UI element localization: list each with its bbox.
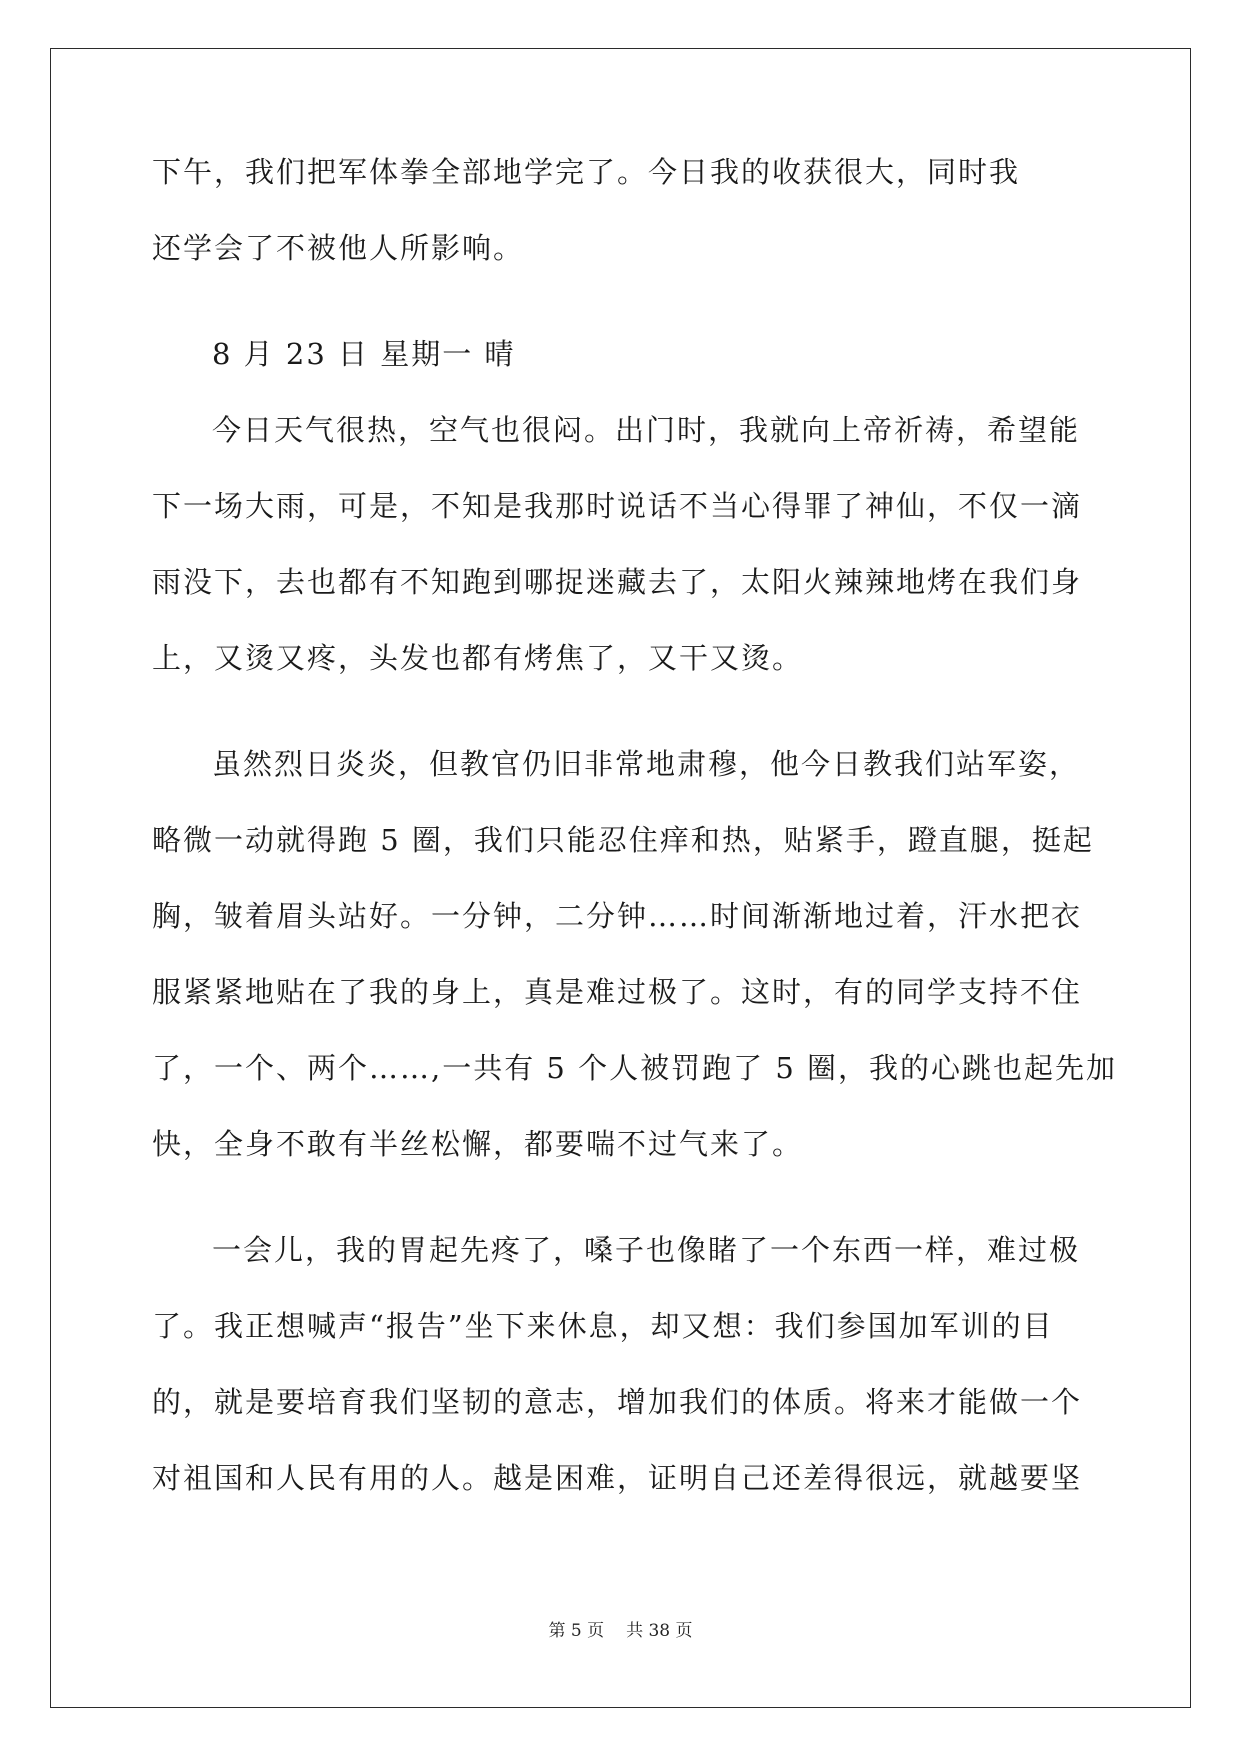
page-footer — [0, 1616, 1241, 1641]
body-line: 下午，我们把军体拳全部地学完了。今日我的收获很大，同时我 — [152, 155, 1021, 189]
body-line: 胸，皱着眉头站好。一分钟，二分钟……时间渐渐地过着，汗水把衣 — [152, 899, 1083, 933]
page-total: 共 38 页 — [626, 1621, 693, 1641]
body-line: 了。我正想喊声“报告”坐下来休息，却又想：我们参国加军训的目 — [152, 1309, 1054, 1343]
page-number: 第 5 页 — [548, 1621, 605, 1641]
body-line: 一会儿，我的胃起先疼了，嗓子也像睹了一个东西一样，难过极 — [212, 1233, 1081, 1267]
body-line: 略微一动就得跑 5 圈，我们只能忍住痒和热，贴紧手，蹬直腿，挺起 — [152, 823, 1094, 857]
body-line: 的，就是要培育我们坚韧的意志，增加我们的体质。将来才能做一个 — [152, 1385, 1083, 1419]
body-line: 雨没下，去也都有不知跑到哪捉迷藏去了，太阳火辣辣地烤在我们身 — [152, 565, 1083, 599]
body-line: 今日天气很热，空气也很闷。出门时，我就向上帝祈祷，希望能 — [212, 413, 1081, 447]
body-line: 还学会了不被他人所影响。 — [152, 231, 525, 265]
body-line: 上，又烫又疼，头发也都有烤焦了，又干又烫。 — [152, 641, 804, 675]
diary-date-heading: 8 月 23 日 星期一 晴 — [212, 337, 516, 371]
body-line: 了，一个、两个……,一共有 5 个人被罚跑了 5 圈，我的心跳也起先加 — [152, 1051, 1117, 1085]
body-line: 下一场大雨，可是，不知是我那时说话不当心得罪了神仙，不仅一滴 — [152, 489, 1083, 523]
page-border — [50, 48, 1191, 1708]
body-line: 对祖国和人民有用的人。越是困难，证明自己还差得很远，就越要坚 — [152, 1461, 1083, 1495]
body-line: 虽然烈日炎炎，但教官仍旧非常地肃穆，他今日教我们站军姿， — [212, 747, 1081, 781]
body-line: 快，全身不敢有半丝松懈，都要喘不过气来了。 — [152, 1127, 804, 1161]
body-line: 服紧紧地贴在了我的身上，真是难过极了。这时，有的同学支持不住 — [152, 975, 1083, 1009]
